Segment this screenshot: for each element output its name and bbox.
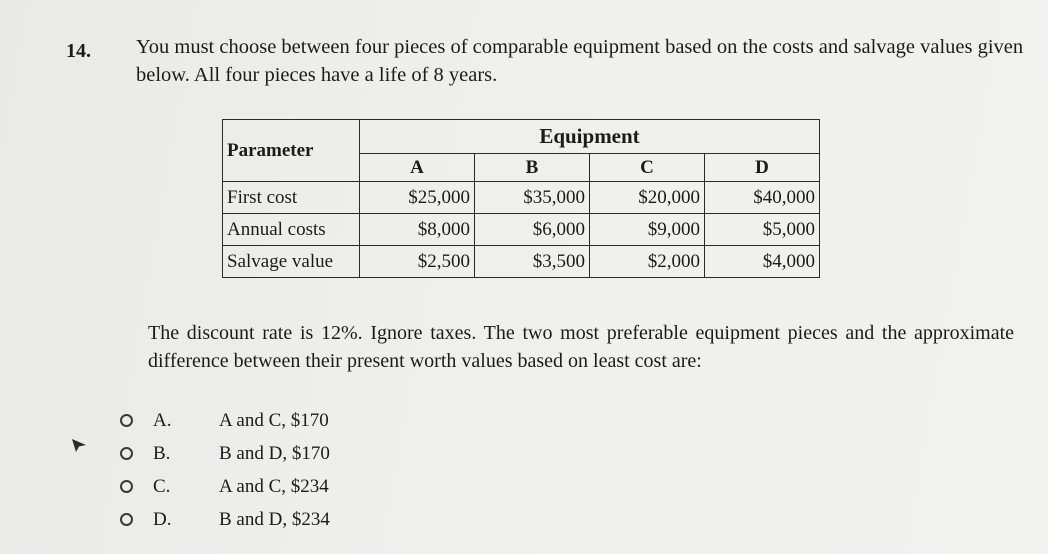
table-row — [223, 182, 820, 214]
mouse-cursor-icon — [70, 436, 88, 454]
row-label-annual-costs: Annual costs — [223, 214, 360, 246]
row-label-first-cost: First cost — [223, 182, 360, 214]
option-letter: C. — [153, 475, 171, 497]
option-text: B and D, $170 — [219, 442, 330, 464]
table-cell: $4,000 — [705, 246, 820, 278]
table-cell: $20,000 — [590, 182, 705, 214]
equipment-header: Equipment — [360, 120, 820, 154]
table-row — [223, 246, 820, 278]
option-c[interactable] — [118, 470, 330, 503]
table-cell: $2,500 — [360, 246, 475, 278]
table-cell: $3,500 — [475, 246, 590, 278]
question-text: You must choose between four pieces of comparable equipment based on the costs and salvage values given below. All four pieces have a life of 8 years. — [136, 36, 1024, 86]
table-cell: $8,000 — [360, 214, 475, 246]
table-cell: $40,000 — [705, 182, 820, 214]
answer-options — [118, 404, 330, 536]
table-cell: $35,000 — [475, 182, 590, 214]
column-header-d: D — [705, 154, 820, 182]
option-b[interactable] — [118, 437, 330, 470]
radio-button-icon[interactable] — [120, 414, 133, 427]
option-text: A and C, $170 — [219, 409, 329, 431]
row-label-salvage-value: Salvage value — [223, 246, 360, 278]
equipment-table — [222, 119, 820, 278]
option-letter: D. — [153, 508, 172, 530]
option-letter: B. — [153, 442, 171, 464]
table-cell: $5,000 — [705, 214, 820, 246]
parameter-header: Parameter — [223, 120, 360, 182]
option-text: B and D, $234 — [219, 508, 330, 530]
discount-text: The discount rate is 12%. Ignore taxes. The two most preferable equipment pieces and the approximate difference between their present worth values based on least cost are: — [148, 322, 1014, 372]
table-cell: $25,000 — [360, 182, 475, 214]
column-header-b: B — [475, 154, 590, 182]
radio-button-icon[interactable] — [120, 513, 133, 526]
table-cell: $6,000 — [475, 214, 590, 246]
option-text: A and C, $234 — [219, 475, 329, 497]
option-a[interactable] — [118, 404, 330, 437]
option-d[interactable] — [118, 503, 330, 536]
question-number: 14. — [66, 40, 91, 62]
radio-button-icon[interactable] — [120, 480, 133, 493]
column-header-c: C — [590, 154, 705, 182]
table-row — [223, 214, 820, 246]
column-header-a: A — [360, 154, 475, 182]
option-letter: A. — [153, 409, 172, 431]
table-cell: $9,000 — [590, 214, 705, 246]
radio-button-icon[interactable] — [120, 447, 133, 460]
table-cell: $2,000 — [590, 246, 705, 278]
